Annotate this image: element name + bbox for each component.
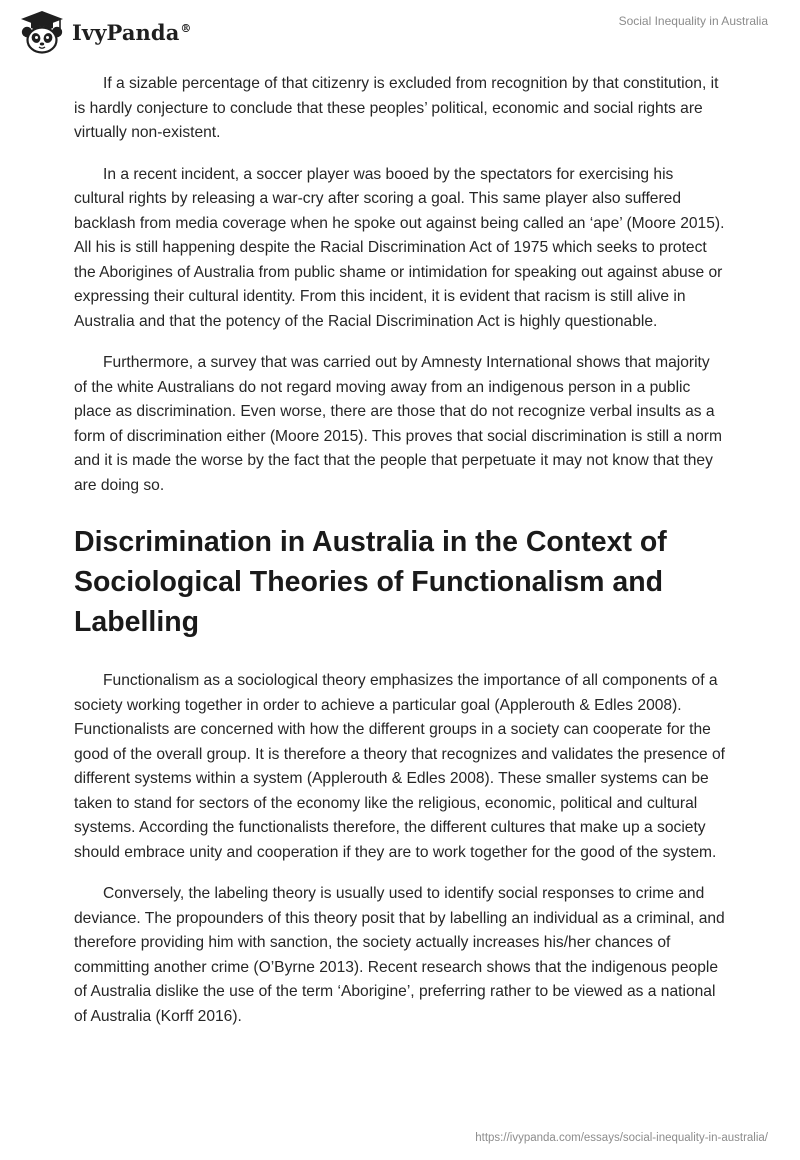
paragraph: If a sizable percentage of that citizenry is excluded from recognition by that constitution, it is hardly conjecture to conclude that these peoples’ political, economic and social rights are virtually non-existent. xyxy=(74,75,719,141)
header-page-title: Social Inequality in Australia xyxy=(618,14,768,28)
source-url[interactable]: https://ivypanda.com/essays/social-inequality-in-australia/ xyxy=(475,1132,768,1144)
brand-name xyxy=(72,20,192,45)
registered-mark: ® xyxy=(180,21,192,35)
ivypanda-logo[interactable] xyxy=(16,10,192,54)
brand-text: IvyPanda xyxy=(72,19,180,45)
paragraph: Furthermore, a survey that was carried out by Amnesty International shows that majority of the white Australians do not regard moving away from an indigenous person in a public place as discrimination. Even worse, there are those that do not recognize verbal insults as a form of discrimination either (Moore 2015). This proves that social discrimination is still a norm and it is made the worse by the fact that the people that perpetuate it may not know that they are doing so. xyxy=(74,354,722,494)
panda-graduation-cap-icon xyxy=(16,10,68,54)
essay-content xyxy=(74,72,726,1046)
page-header xyxy=(0,0,800,60)
paragraph: Conversely, the labeling theory is usually used to identify social responses to crime and deviance. The propounders of this theory posit that by labelling an individual as a criminal, and therefore providing him with sanction, the society actually increases his/her chances of committing another crime (O’Byrne 2013). Recent research shows that the indigenous people of Australia dislike the use of the term ‘Aborigine’, preferring rather to be viewed as a national of Australia (Korff 2016). xyxy=(74,885,725,1025)
section-heading: Discrimination in Australia in the Context of Sociological Theories of Functionalism and Labelling xyxy=(74,526,667,638)
paragraph: In a recent incident, a soccer player was booed by the spectators for exercising his cultural rights by releasing a war-cry after scoring a goal. This same player also suffered backlash from media coverage when he spoke out against being called an ‘ape’ (Moore 2015). All his is still happening despite the Racial Discrimination Act of 1975 which seeks to protect the Aborigines of Australia from public shame or intimidation for speaking out against abuse or expressing their cultural identity. From this incident, it is evident that racism is still alive in Australia and that the potency of the Racial Discrimination Act is highly questionable. xyxy=(74,165,725,330)
paragraph: Functionalism as a sociological theory emphasizes the importance of all components of a society working together in order to achieve a particular goal (Applerouth & Edles 2008). Functionalists are concerned with how the different groups in a society can cooperate for the good of the overall group. It is therefore a theory that recognizes and validates the presence of different systems within a system (Applerouth & Edles 2008). These smaller systems can be taken to stand for sectors of the economy like the religious, economic, political and cultural systems. According the functionalists therefore, the different cultures that make up a society should embrace unity and cooperation if they are to work together for the good of the system. xyxy=(74,672,726,861)
